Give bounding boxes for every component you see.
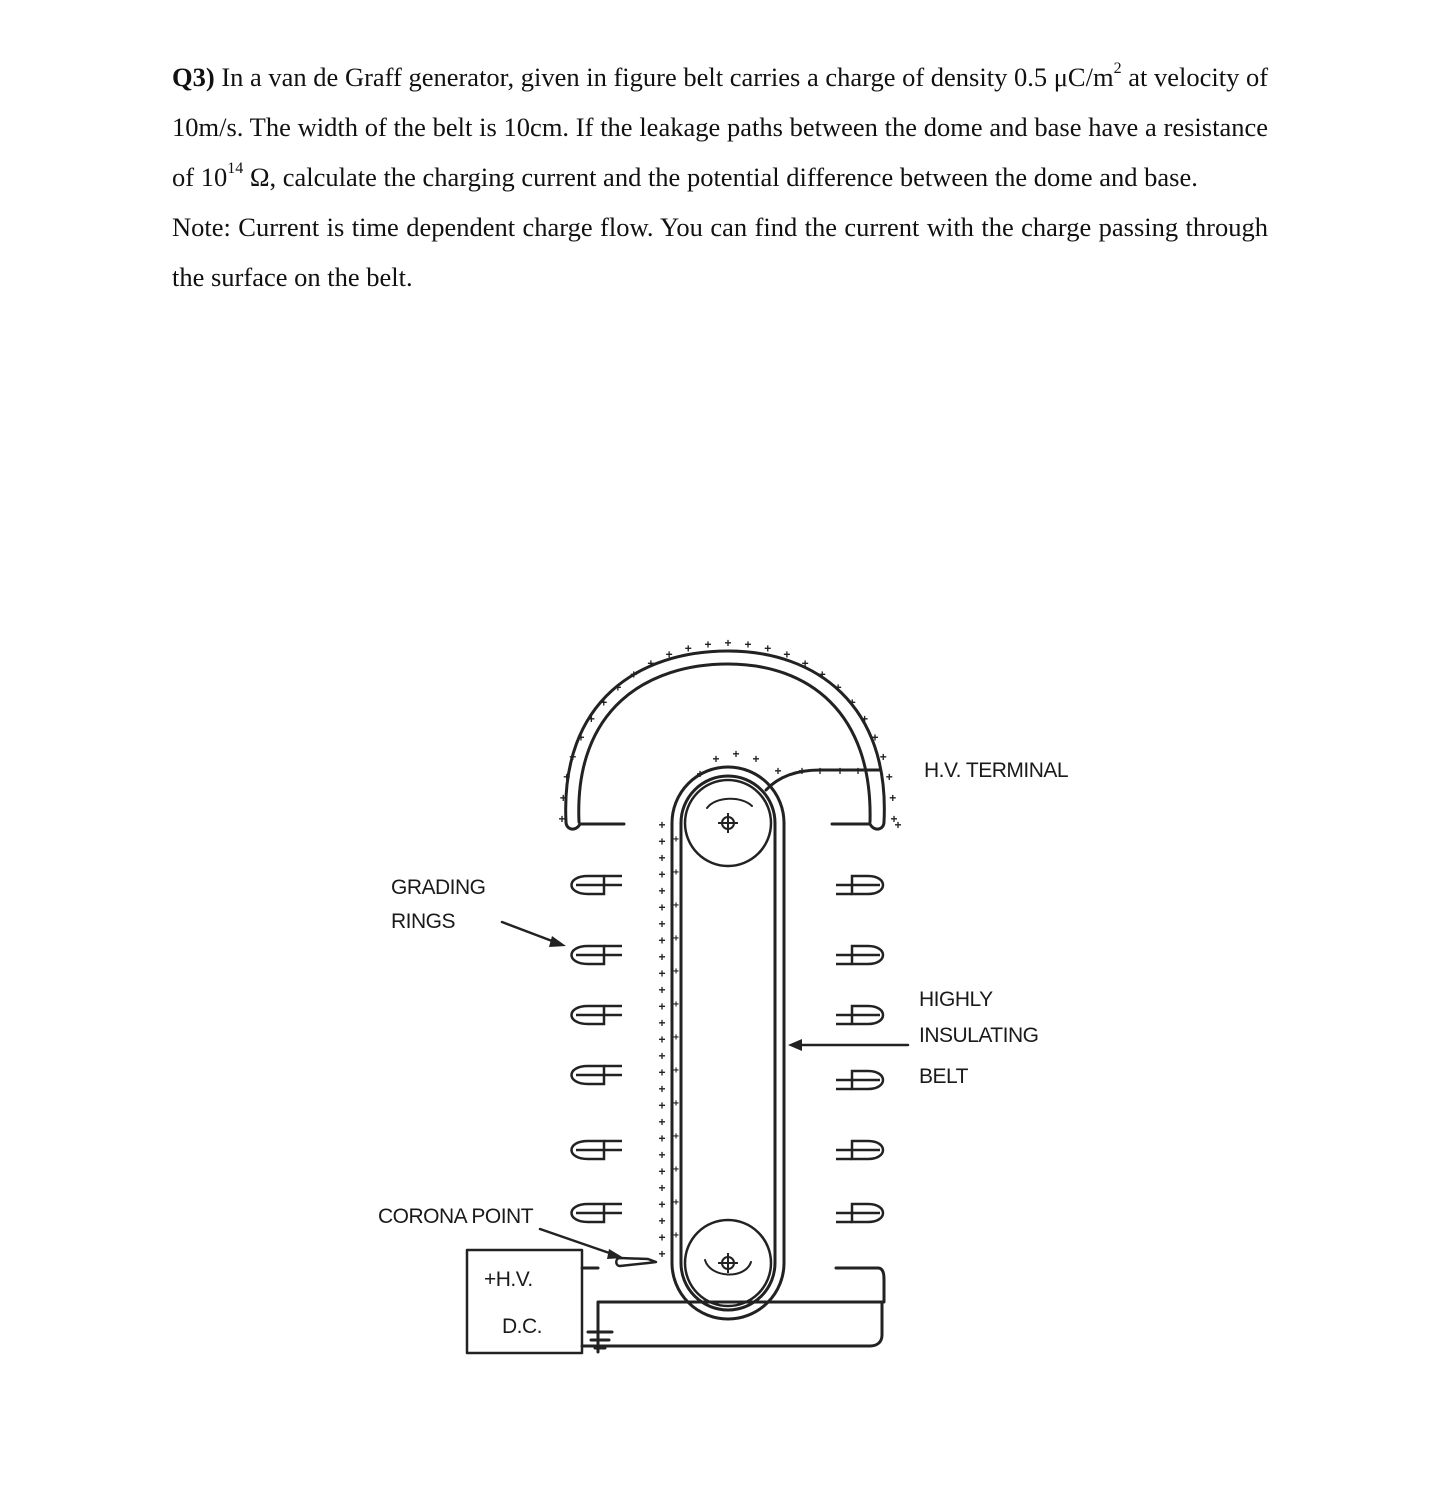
grading-ring-left xyxy=(572,946,623,964)
charge-mark: + xyxy=(658,966,666,981)
dome-left-lip xyxy=(566,822,624,829)
dome-outer xyxy=(566,651,885,822)
charge-mark: + xyxy=(673,834,679,846)
grading-rings-label-line2: RINGS xyxy=(391,910,456,933)
belt-label-line2: INSULATING xyxy=(919,1024,1039,1047)
supply-label-line1: +H.V. xyxy=(484,1268,533,1291)
charge-mark: + xyxy=(848,695,856,710)
grading-ring-left xyxy=(572,1141,623,1159)
question-number: Q3) xyxy=(172,62,215,92)
charge-mark: + xyxy=(658,933,666,948)
charge-mark: + xyxy=(752,752,760,767)
grading-ring-right xyxy=(836,1071,883,1089)
charge-mark: + xyxy=(658,1214,666,1229)
charge-mark: + xyxy=(658,983,666,998)
charge-mark: + xyxy=(885,770,893,785)
charge-mark: + xyxy=(673,1197,679,1209)
grading-ring-right xyxy=(836,1204,883,1222)
charge-mark: + xyxy=(658,1115,666,1130)
grading-ring-left xyxy=(572,1066,623,1084)
belt-label-line3: BELT xyxy=(919,1065,968,1088)
charge-mark: + xyxy=(563,770,571,785)
charge-mark: + xyxy=(658,851,666,866)
grading-ring-right xyxy=(836,876,883,894)
charge-mark: + xyxy=(774,764,782,779)
charge-mark: + xyxy=(834,680,842,695)
charge-mark: + xyxy=(658,884,666,899)
charge-mark: + xyxy=(673,1065,679,1077)
dome-right-lip xyxy=(832,822,884,829)
belt-arrowhead xyxy=(788,1039,802,1051)
resistance-exponent: 14 xyxy=(227,160,244,178)
charge-mark: + xyxy=(658,950,666,965)
charge-mark: + xyxy=(673,1131,679,1143)
charge-mark: + xyxy=(801,656,809,671)
corona-point-label: CORONA POINT xyxy=(378,1205,534,1228)
charge-mark: + xyxy=(798,764,806,779)
grading-ring-right xyxy=(836,946,883,964)
charge-mark: + xyxy=(658,867,666,882)
charge-mark: + xyxy=(673,933,679,945)
charge-mark: + xyxy=(658,1049,666,1064)
charge-mark: + xyxy=(889,790,897,805)
corona-point xyxy=(616,1258,656,1266)
belt-inner xyxy=(681,776,775,1310)
charge-mark: + xyxy=(764,641,772,656)
charge-mark: + xyxy=(673,867,679,879)
grading-ring-left xyxy=(572,1006,623,1024)
question-intro: In a van de Graff generator, given in figure belt carries a charge of density 0.5 μC/m xyxy=(221,62,1114,92)
supply-label-line2: D.C. xyxy=(502,1315,542,1338)
charge-mark: + xyxy=(744,637,752,652)
top-rotation-arrow xyxy=(707,799,752,808)
question-note: Note: Current is time dependent charge flow. You can find the current with the charge passing through the surface on the belt. xyxy=(172,212,1268,292)
charge-mark: + xyxy=(724,636,732,651)
corona-leader xyxy=(540,1229,618,1256)
question-part2: at velocity of 10m/s. The width of the belt is 10cm. If the leakage paths between the dome and base have a resistance of 10 xyxy=(172,62,1269,192)
charge-mark: + xyxy=(658,917,666,932)
charge-mark: + xyxy=(658,1082,666,1097)
charge-mark: + xyxy=(673,900,679,912)
charge-mark: + xyxy=(587,712,595,727)
hv-terminal-label: H.V. TERMINAL xyxy=(924,759,1069,782)
charge-mark: + xyxy=(658,1016,666,1031)
charge-mark: + xyxy=(704,637,712,652)
charge-mark: + xyxy=(861,712,869,727)
grading-ring-left xyxy=(572,876,623,894)
corona-arrowhead xyxy=(607,1249,624,1259)
grading-ring-left xyxy=(572,1204,623,1222)
charge-mark: + xyxy=(879,749,887,764)
charge-mark: + xyxy=(658,1164,666,1179)
right-column-return xyxy=(836,1268,884,1302)
question-part3: Ω, calculate the charging current and the potential difference between the dome and base. xyxy=(243,162,1198,192)
charge-mark: + xyxy=(658,900,666,915)
grading-rings-label-line1: GRADING xyxy=(391,876,486,899)
top-pulley-shaft-cross xyxy=(718,813,738,833)
charge-mark: + xyxy=(890,812,898,827)
charge-mark: + xyxy=(673,1164,679,1176)
charge-mark: + xyxy=(630,667,638,682)
charge-mark: + xyxy=(665,647,673,662)
charge-mark: + xyxy=(577,730,585,745)
charge-mark: + xyxy=(658,1181,666,1196)
charge-mark: + xyxy=(647,656,655,671)
charge-mark: + xyxy=(658,1197,666,1212)
charge-mark: + xyxy=(658,999,666,1014)
charge-mark: + xyxy=(600,695,608,710)
charge-mark: + xyxy=(658,818,666,833)
charge-mark: + xyxy=(614,680,622,695)
charge-mark: + xyxy=(696,767,704,782)
charge-mark: + xyxy=(836,764,844,779)
charge-mark: + xyxy=(673,966,679,978)
charge-mark: + xyxy=(658,1065,666,1080)
charge-mark: + xyxy=(854,764,862,779)
charge-mark: + xyxy=(658,1098,666,1113)
charge-mark: + xyxy=(673,999,679,1011)
charge-mark: + xyxy=(658,1230,666,1245)
charge-mark: + xyxy=(658,1148,666,1163)
charge-mark: + xyxy=(818,667,826,682)
charge-mark: + xyxy=(783,647,791,662)
charge-mark: + xyxy=(673,1230,679,1242)
charge-mark: + xyxy=(673,1098,679,1110)
grading-ring-right xyxy=(836,1006,883,1024)
charge-mark: + xyxy=(559,790,567,805)
density-exponent: 2 xyxy=(1113,60,1122,78)
belt-label-line1: HIGHLY xyxy=(919,988,993,1011)
charge-mark: + xyxy=(569,749,577,764)
charge-mark: + xyxy=(684,641,692,656)
charge-mark: + xyxy=(658,1247,666,1262)
charge-mark: + xyxy=(894,818,902,833)
charge-mark: + xyxy=(816,764,824,779)
charge-mark: + xyxy=(673,1032,679,1044)
charge-mark: + xyxy=(558,812,566,827)
charge-mark: + xyxy=(658,1032,666,1047)
charge-mark: + xyxy=(732,747,740,762)
charge-mark: + xyxy=(658,834,666,849)
bottom-pulley-shaft-cross xyxy=(718,1253,738,1273)
grading-ring-right xyxy=(836,1141,883,1159)
charge-mark: + xyxy=(712,752,720,767)
charge-mark: + xyxy=(658,1131,666,1146)
belt-outer xyxy=(672,767,784,1319)
charge-mark: + xyxy=(871,730,879,745)
grading-arrowhead xyxy=(549,936,566,947)
